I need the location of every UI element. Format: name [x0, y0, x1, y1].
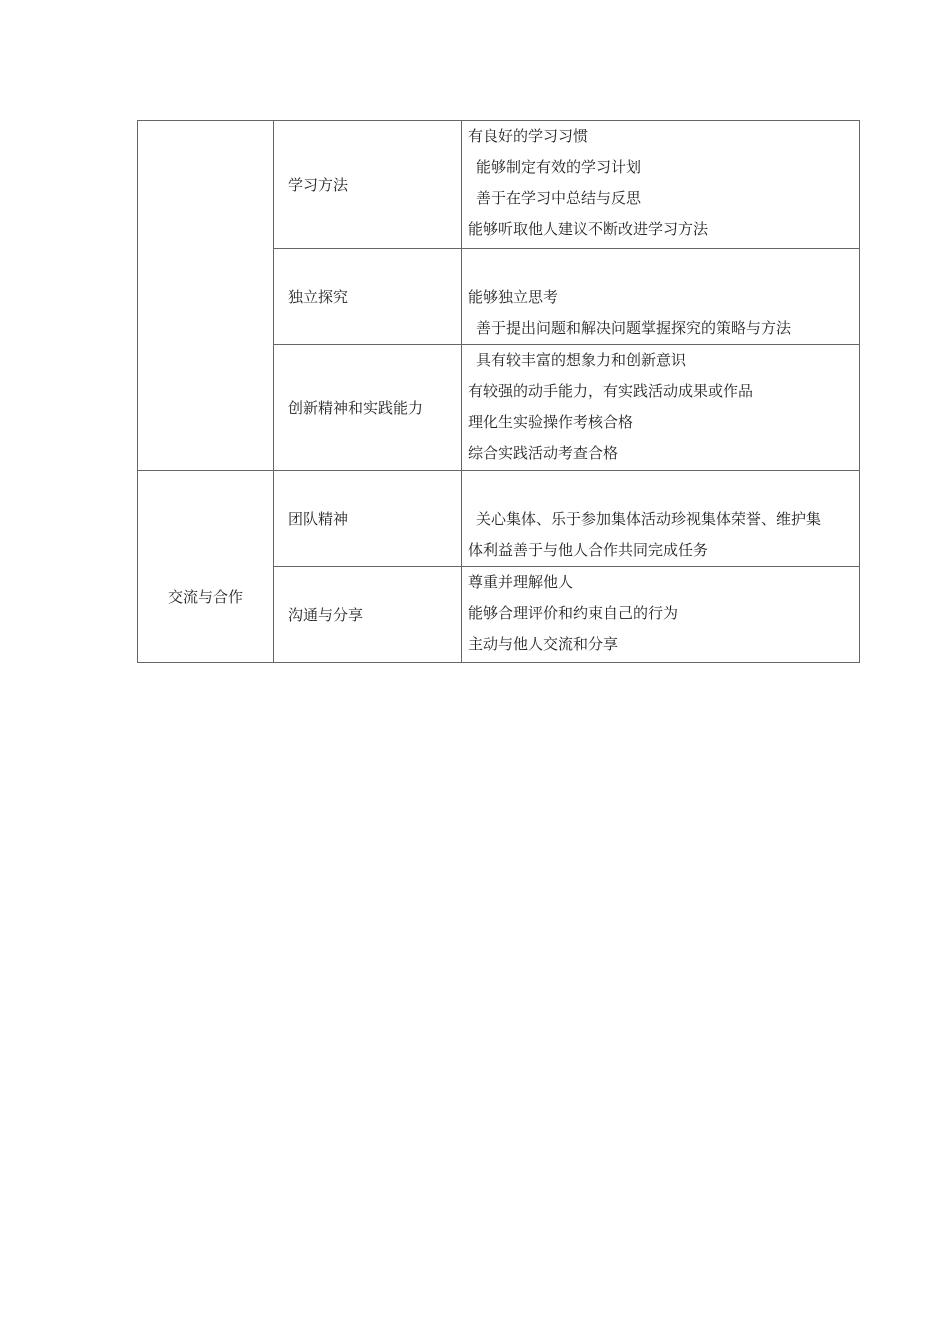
- criteria-cell: [462, 471, 860, 567]
- category-label: 交流与合作: [167, 588, 243, 606]
- criterion-text: 具有较丰富的想象力和创新意识: [476, 351, 687, 369]
- category-cell: [138, 121, 274, 471]
- evaluation-table: [137, 120, 860, 663]
- criteria-cell: [462, 567, 860, 663]
- criterion-text: 理化生实验操作考核合格: [468, 413, 634, 431]
- criterion-text: 能够独立思考: [468, 288, 559, 306]
- subcategory-cell: [274, 121, 462, 249]
- criterion-text: 体利益善于与他人合作共同完成任务: [468, 541, 709, 559]
- table-row: [138, 471, 860, 567]
- subcategory-label: 团队精神: [288, 510, 349, 528]
- criterion-text: 主动与他人交流和分享: [468, 635, 619, 653]
- criterion-text: 善于提出问题和解决问题掌握探究的策略与方法: [476, 319, 792, 337]
- subcategory-label: 学习方法: [288, 176, 349, 194]
- criterion-text: 有较强的动手能力，有实践活动成果或作品: [468, 382, 754, 400]
- subcategory-cell: [274, 249, 462, 345]
- criterion-text: 能够合理评价和约束自己的行为: [468, 604, 679, 622]
- table-row: [138, 121, 860, 249]
- subcategory-label: 创新精神和实践能力: [288, 399, 424, 417]
- criteria-cell: [462, 121, 860, 249]
- category-cell: [138, 471, 274, 663]
- criteria-cell: [462, 345, 860, 471]
- subcategory-label: 独立探究: [288, 288, 349, 306]
- criterion-text: 有良好的学习习惯: [468, 127, 589, 145]
- criterion-text: 能够制定有效的学习计划: [476, 158, 642, 176]
- criteria-cell: [462, 249, 860, 345]
- criterion-text: 综合实践活动考查合格: [468, 444, 619, 462]
- criterion-text: 尊重并理解他人: [468, 573, 574, 591]
- subcategory-cell: [274, 471, 462, 567]
- subcategory-cell: [274, 345, 462, 471]
- criterion-text: 能够听取他人建议不断改进学习方法: [468, 220, 709, 238]
- subcategory-cell: [274, 567, 462, 663]
- subcategory-label: 沟通与分享: [288, 606, 364, 624]
- criterion-text: 善于在学习中总结与反思: [476, 189, 642, 207]
- criterion-text: 关心集体、乐于参加集体活动珍视集体荣誉、维护集: [476, 510, 822, 528]
